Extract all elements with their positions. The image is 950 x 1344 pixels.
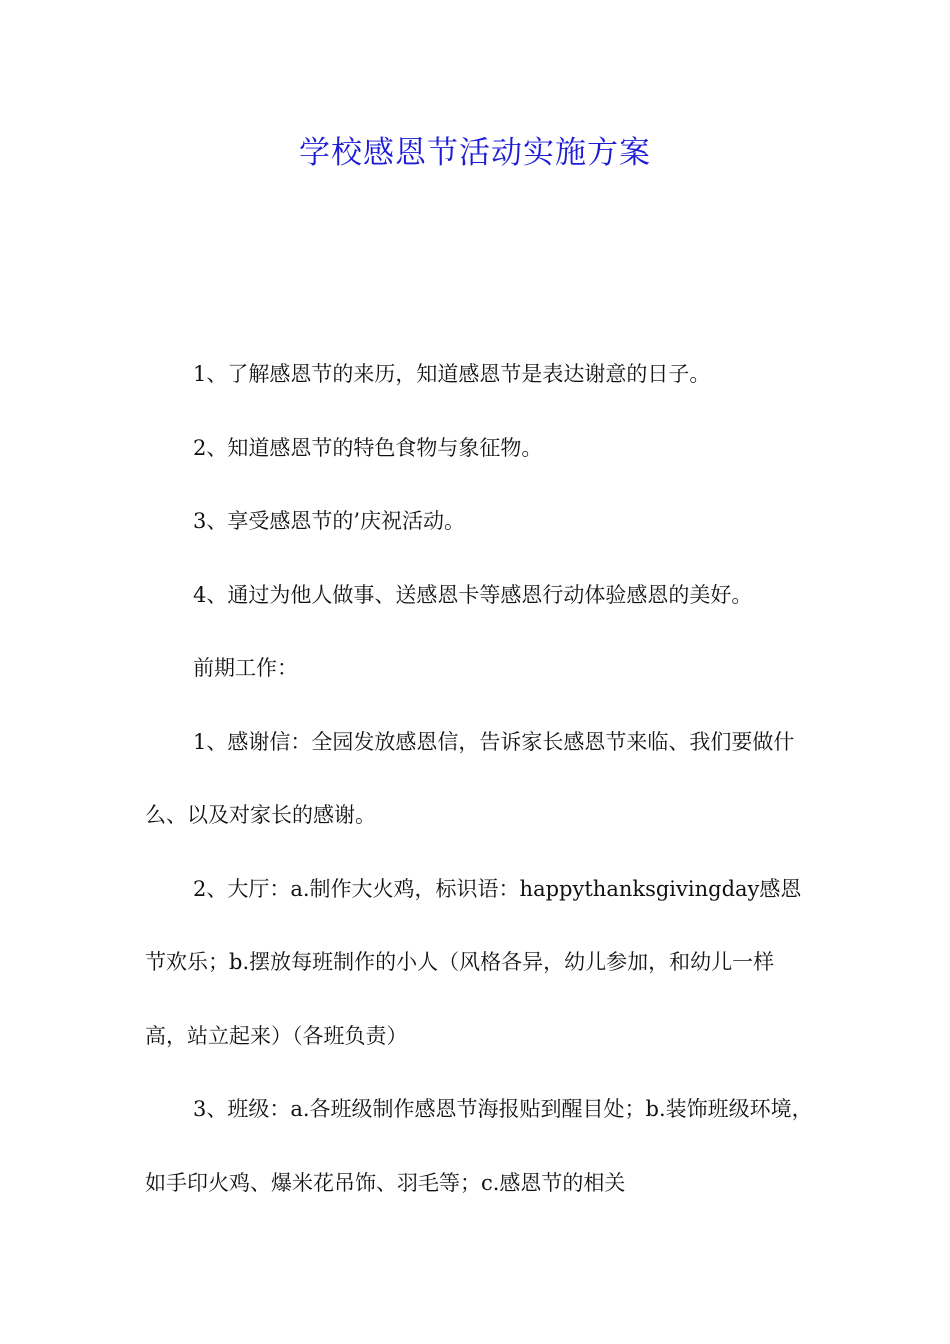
paragraph-goal-2: 2、知道感恩节的特色食物与象征物。 <box>193 435 543 460</box>
paragraph-goal-1: 1、了解感恩节的来历，知道感恩节是表达谢意的日子。 <box>193 362 711 386</box>
paragraph-goal-4: 4、通过为他人做事、送感恩卡等感恩行动体验感恩的美好。 <box>193 582 753 607</box>
paragraph-goal-3: 3、享受感恩节的’庆祝活动。 <box>193 509 466 533</box>
paragraph-prep-heading: 前期工作： <box>193 656 298 680</box>
page-title: 学校感恩节活动实施方案 <box>299 135 651 171</box>
paragraph-prep-thanks-letter: 1、感谢信：全园发放感恩信，告诉家长感恩节来临、我们要做什么、以及对家长的感谢。 <box>145 729 795 827</box>
paragraph-prep-hall: 2、大厅：a.制作大火鸡，标识语：happythanksgivingday感恩节欢乐；b.摆放每班制作的小人（风格各异，幼儿参加，和幼儿一样高，站立起来）（各班负责） <box>145 876 802 1048</box>
document-body <box>145 338 815 1220</box>
paragraph-prep-classroom: 3、班级：a.各班级制作感恩节海报贴到醒目处；b.装饰班级环境，如手印火鸡、爆米花吊饰、羽毛等；c.感恩节的相关 <box>145 1097 813 1195</box>
